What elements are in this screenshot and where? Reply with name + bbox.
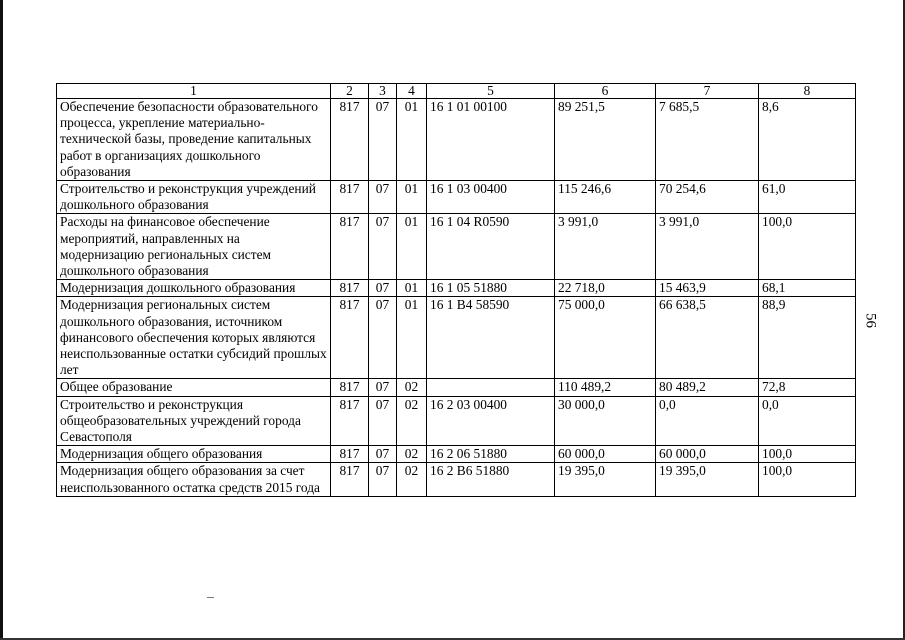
- row-col-8: 100,0: [759, 214, 856, 280]
- header-col-4: 4: [397, 84, 427, 99]
- table-row: [57, 297, 856, 379]
- table-row: [57, 463, 856, 496]
- row-col-7: 0,0: [656, 396, 759, 446]
- row-name: Обеспечение безопасности образовательного процесса, укрепление материально-технической базы, проведение капитальных работ в организациях дошкольного образования: [57, 99, 331, 181]
- table-row: [57, 214, 856, 280]
- row-name: Модернизация общего образования: [57, 446, 331, 463]
- page-number: 56: [862, 313, 879, 328]
- table-row: [57, 181, 856, 214]
- row-col-3: 07: [369, 446, 397, 463]
- row-name: Строительство и реконструкция учреждений дошкольного образования: [57, 181, 331, 214]
- row-col-8: 100,0: [759, 446, 856, 463]
- row-name: Расходы на финансовое обеспечение мероприятий, направленных на модернизацию региональных систем дошкольного образования: [57, 214, 331, 280]
- row-name: Модернизация дошкольного образования: [57, 280, 331, 297]
- row-col-6: 22 718,0: [555, 280, 656, 297]
- row-col-3: 07: [369, 396, 397, 446]
- row-col-3: 07: [369, 379, 397, 396]
- row-col-6: 19 395,0: [555, 463, 656, 496]
- row-col-7: 60 000,0: [656, 446, 759, 463]
- row-col-3: 07: [369, 280, 397, 297]
- budget-table: [56, 83, 856, 497]
- row-col-3: 07: [369, 99, 397, 181]
- row-col-6: 60 000,0: [555, 446, 656, 463]
- row-col-7: 7 685,5: [656, 99, 759, 181]
- row-col-7: 80 489,2: [656, 379, 759, 396]
- row-col-4: 02: [397, 446, 427, 463]
- row-col-2: 817: [331, 297, 369, 379]
- row-col-6: 89 251,5: [555, 99, 656, 181]
- row-col-5: [427, 379, 555, 396]
- row-col-2: 817: [331, 280, 369, 297]
- row-col-6: 30 000,0: [555, 396, 656, 446]
- row-col-6: 3 991,0: [555, 214, 656, 280]
- row-col-5: 16 2 В6 51880: [427, 463, 555, 496]
- row-name: Общее образование: [57, 379, 331, 396]
- row-col-4: 01: [397, 181, 427, 214]
- row-col-2: 817: [331, 463, 369, 496]
- row-col-4: 02: [397, 463, 427, 496]
- row-name: Модернизация общего образования за счет неиспользованного остатка средств 2015 года: [57, 463, 331, 496]
- row-col-8: 88,9: [759, 297, 856, 379]
- row-col-8: 68,1: [759, 280, 856, 297]
- row-col-6: 115 246,6: [555, 181, 656, 214]
- row-name: Строительство и реконструкция общеобразовательных учреждений города Севастополя: [57, 396, 331, 446]
- scan-edge-left: [0, 0, 3, 640]
- row-col-3: 07: [369, 181, 397, 214]
- row-col-4: 01: [397, 280, 427, 297]
- scan-speck: [207, 597, 214, 598]
- header-col-1: 1: [57, 84, 331, 99]
- table-row: [57, 446, 856, 463]
- row-col-3: 07: [369, 297, 397, 379]
- table-row: [57, 379, 856, 396]
- row-col-8: 100,0: [759, 463, 856, 496]
- row-col-5: 16 2 06 51880: [427, 446, 555, 463]
- row-col-8: 0,0: [759, 396, 856, 446]
- row-col-5: 16 1 В4 58590: [427, 297, 555, 379]
- row-col-7: 70 254,6: [656, 181, 759, 214]
- row-col-4: 01: [397, 214, 427, 280]
- header-col-6: 6: [555, 84, 656, 99]
- row-col-5: 16 1 04 R0590: [427, 214, 555, 280]
- table-row: [57, 99, 856, 181]
- header-col-5: 5: [427, 84, 555, 99]
- table-row: [57, 396, 856, 446]
- row-col-7: 15 463,9: [656, 280, 759, 297]
- row-col-2: 817: [331, 181, 369, 214]
- row-col-6: 110 489,2: [555, 379, 656, 396]
- header-col-7: 7: [656, 84, 759, 99]
- row-col-5: 16 1 05 51880: [427, 280, 555, 297]
- row-col-3: 07: [369, 463, 397, 496]
- row-col-5: 16 1 01 00100: [427, 99, 555, 181]
- row-name: Модернизация региональных систем дошкольного образования, источником финансового обеспечения которых являются неиспользованные остатки субсидий прошлых лет: [57, 297, 331, 379]
- row-col-2: 817: [331, 379, 369, 396]
- row-col-7: 3 991,0: [656, 214, 759, 280]
- header-col-2: 2: [331, 84, 369, 99]
- row-col-3: 07: [369, 214, 397, 280]
- row-col-4: 02: [397, 379, 427, 396]
- table-header-row: [57, 84, 856, 99]
- row-col-8: 61,0: [759, 181, 856, 214]
- row-col-2: 817: [331, 446, 369, 463]
- row-col-7: 66 638,5: [656, 297, 759, 379]
- row-col-7: 19 395,0: [656, 463, 759, 496]
- row-col-5: 16 2 03 00400: [427, 396, 555, 446]
- row-col-2: 817: [331, 214, 369, 280]
- header-col-8: 8: [759, 84, 856, 99]
- table-row: [57, 280, 856, 297]
- row-col-8: 72,8: [759, 379, 856, 396]
- row-col-6: 75 000,0: [555, 297, 656, 379]
- row-col-5: 16 1 03 00400: [427, 181, 555, 214]
- row-col-4: 01: [397, 99, 427, 181]
- header-col-3: 3: [369, 84, 397, 99]
- row-col-8: 8,6: [759, 99, 856, 181]
- row-col-2: 817: [331, 396, 369, 446]
- row-col-4: 01: [397, 297, 427, 379]
- row-col-2: 817: [331, 99, 369, 181]
- row-col-4: 02: [397, 396, 427, 446]
